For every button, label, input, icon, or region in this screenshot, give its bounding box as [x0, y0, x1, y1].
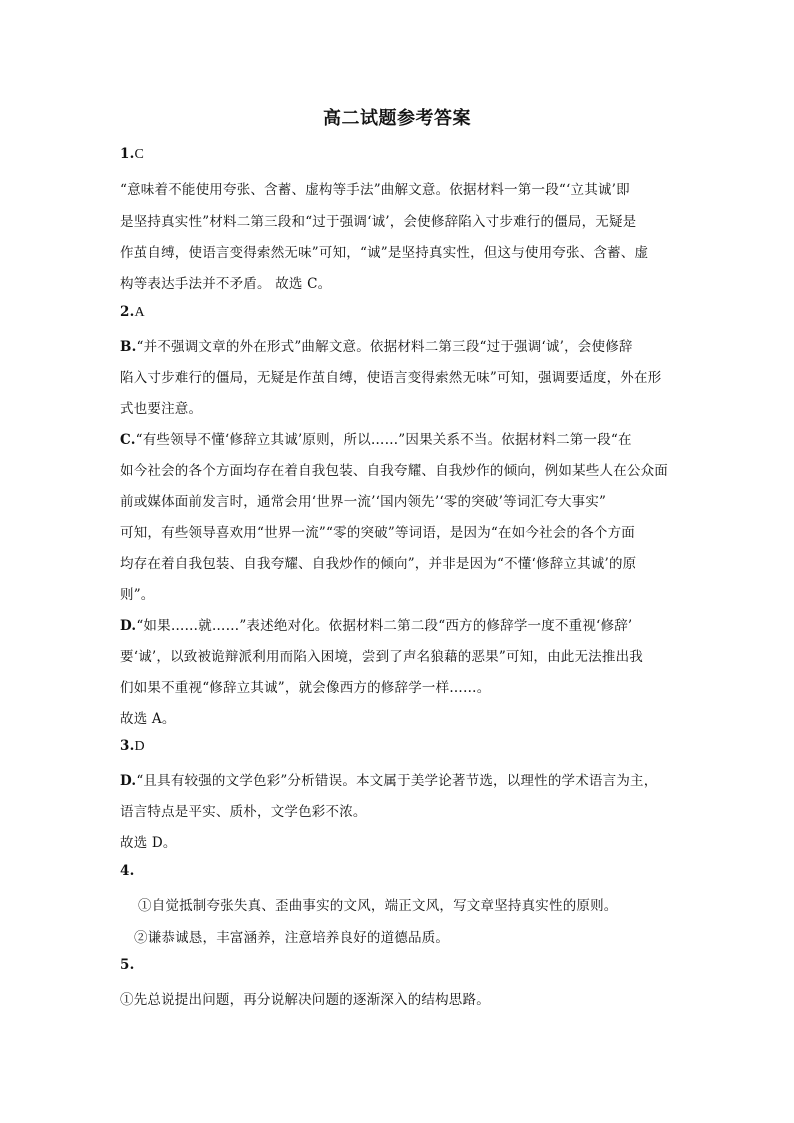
question-3-number: 3. [120, 738, 135, 754]
question-2-conclusion: 故选 A。 [120, 711, 176, 727]
question-4-point: ①自觉抵制夸张失真、歪曲事实的文风，端正文风，写文章坚持真实性的原则。 [138, 898, 618, 914]
question-2-header [120, 304, 680, 321]
question-1-number: 1. [120, 146, 135, 162]
option-d-line: 们如果不重视“修辞立其诚”，就会像西方的修辞学一样……。 [120, 680, 491, 696]
question-1-header [120, 146, 680, 163]
question-1-line: 作茧自缚，使语言变得索然无味”可知，“诚”是坚持真实性，但这与使用夸张、含蓄、虚 [120, 245, 649, 261]
question-3-conclusion: 故选 D。 [120, 835, 177, 851]
question-2-number: 2. [120, 304, 135, 320]
option-c-text: “有些领导不懂‘修辞立其诚’原则，所以……”因果关系不当。依据材料二第一段“在 [135, 432, 632, 448]
question-5-point: ①先总说提出问题，再分说解决问题的逐渐深入的结构思路。 [120, 992, 490, 1008]
question-3-option-d-line [120, 769, 680, 789]
question-4-number: 4. [120, 863, 135, 879]
option-d-label: D. [120, 618, 137, 634]
question-1-line: 构等表达手法并不矛盾。 故选 C。 [120, 276, 332, 292]
question-2-answer: A [134, 305, 145, 320]
option-c-line: 可知，有些领导喜欢用“世界一流”“零的突破”等词语，是因为“在如今社会的各个方面 [120, 525, 636, 541]
question-3-header [120, 738, 680, 755]
option-c-line [120, 428, 680, 448]
question-1-line: “意味着不能使用夸张、含蓄、虚构等手法”曲解文意。依据材料一第一段“‘立其诚’即 [120, 182, 630, 198]
option-b-label: B. [120, 339, 137, 355]
option-c-line: 前或媒体面前发言时，通常会用‘世界一流’‘国内领先’‘零的突破’等词汇夸大事实” [120, 494, 607, 510]
option-b-line [120, 335, 680, 355]
question-4-point: ②谦恭诚恳，丰富涵养，注意培养良好的道德品质。 [134, 930, 450, 946]
option-b-text: “并不强调文章的外在形式”曲解文意。依据材料二第三段“过于强调‘诚’，会使修辞 [136, 339, 633, 355]
question-3-option-d-text: “且具有较强的文学色彩”分析错误。本文属于美学论著节选，以理性的学术语言为主， [136, 773, 658, 789]
question-5-number: 5. [120, 957, 135, 973]
option-d-text: “如果……就……”表述绝对化。依据材料二第二段“西方的修辞学一度不重视‘修辞’ [136, 618, 633, 634]
option-c-label: C. [120, 432, 136, 448]
question-1-line: 是坚持真实性”材料二第三段和“过于强调‘诚’，会使修辞陷入寸步难行的僵局，无疑是 [120, 214, 637, 230]
question-3-option-d-line: 语言特点是平实、质朴，文学色彩不浓。 [120, 804, 367, 820]
option-c-line: 则”。 [120, 587, 155, 603]
page-title: 高二试题参考答案 [323, 108, 471, 129]
option-b-line: 陷入寸步难行的僵局，无疑是作茧自缚，使语言变得索然无味”可知，强调要适度，外在形 [120, 370, 662, 386]
option-b-line: 式也要注意。 [120, 401, 203, 417]
option-d-line: 要‘诚’，以致被诡辩派利用而陷入困境，尝到了声名狼藉的恶果”可知，由此无法推出我 [120, 649, 643, 665]
question-3-option-d-label: D. [120, 773, 137, 789]
option-c-line: 均存在着自我包装、自我夸耀、自我炒作的倾向”，并非是因为“不懂‘修辞立其诚’的原 [120, 556, 637, 572]
option-c-line: 如今社会的各个方面均存在着自我包装、自我夸耀、自我炒作的倾向，例如某些人在公众面 [120, 463, 668, 479]
option-d-line [120, 614, 680, 634]
question-3-answer: D [134, 739, 145, 754]
question-1-answer: C [134, 147, 145, 162]
